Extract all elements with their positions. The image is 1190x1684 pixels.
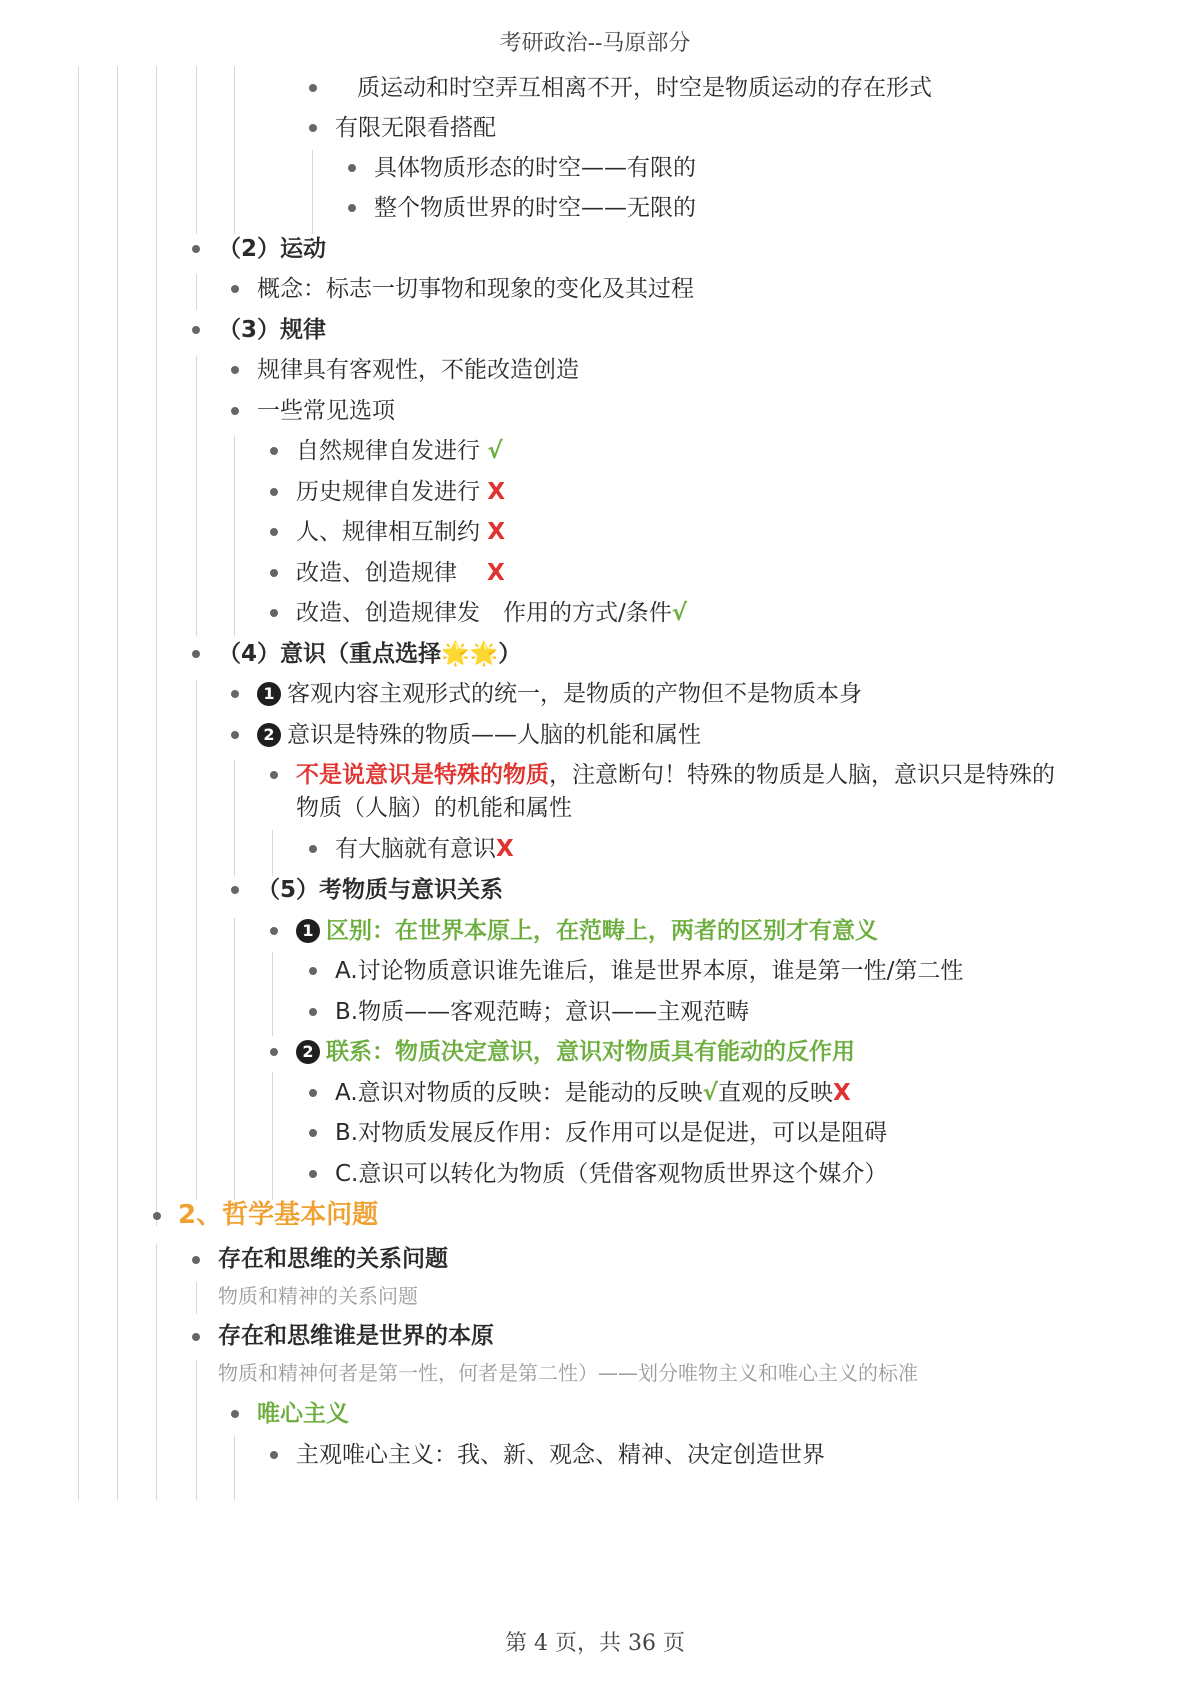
- guide-line: [156, 66, 157, 1226]
- bullet: [309, 1129, 317, 1137]
- star-icon: 🌟🌟: [441, 641, 499, 667]
- check-mark: √: [671, 600, 688, 626]
- page-footer: 第 4 页，共 36 页: [505, 1631, 685, 1656]
- list-item: 改造、创造规律发 作用的方式/条件√: [296, 600, 688, 626]
- list-item: 一些常见选项: [257, 398, 395, 424]
- bullet: [348, 204, 356, 212]
- list-item: 有大脑就有意识X: [335, 836, 514, 862]
- guide-line: [156, 1244, 157, 1500]
- section-heading: 唯心主义: [257, 1401, 349, 1427]
- list-item: 2 联系：物质决定意识，意识对物质具有能动的反作用: [296, 1036, 855, 1068]
- bullet: [231, 285, 239, 293]
- bullet: [270, 609, 278, 617]
- guide-line: [196, 680, 197, 1200]
- bullet: [192, 1256, 200, 1264]
- guide-line: [272, 830, 273, 876]
- guide-line: [196, 66, 197, 234]
- guide-line: [196, 356, 197, 636]
- list-item: 2 意识是特殊的物质——人脑的机能和属性: [257, 719, 701, 751]
- cross-mark: X: [487, 560, 505, 586]
- list-item: B.物质——客观范畴；意识——主观范畴: [335, 999, 750, 1025]
- bullet: [153, 1212, 161, 1220]
- bullet: [270, 771, 278, 779]
- list-item: 不是说意识是特殊的物质，注意断句！特殊的物质是人脑，意识只是特殊的: [296, 762, 1055, 788]
- guide-line: [234, 760, 235, 876]
- guide-line: [234, 918, 235, 1200]
- cross-mark: X: [487, 479, 506, 505]
- guide-line: [196, 1360, 197, 1500]
- number-badge: 2: [296, 1040, 320, 1064]
- section-heading: （2）运动: [218, 236, 327, 262]
- list-item: B.对物质发展反作用：反作用可以是促进，可以是阻碍: [335, 1120, 888, 1146]
- section-heading: （5）考物质与意识关系: [257, 877, 504, 903]
- guide-line: [272, 952, 273, 1036]
- bullet: [270, 528, 278, 536]
- list-item: A.讨论物质意识谁先谁后，谁是世界本原，谁是第一性/第二性: [335, 958, 964, 984]
- list-item: 概念：标志一切事物和现象的变化及其过程: [257, 276, 694, 302]
- guide-line: [117, 66, 118, 1500]
- bullet: [192, 326, 200, 334]
- bullet: [231, 366, 239, 374]
- guide-line: [272, 1072, 273, 1200]
- list-item: 自然规律自发进行 √: [296, 438, 503, 464]
- list-item: A.意识对物质的反映：是能动的反映√直观的反映X: [335, 1080, 851, 1106]
- section-heading: 存在和思维的关系问题: [218, 1246, 448, 1272]
- list-item: C.意识可以转化为物质（凭借客观物质世界这个媒介）: [335, 1161, 888, 1187]
- bullet: [231, 690, 239, 698]
- bullet: [270, 447, 278, 455]
- guide-line: [234, 1436, 235, 1500]
- bullet: [231, 731, 239, 739]
- list-item: 1 客观内容主观形式的统一，是物质的产物但不是物质本身: [257, 678, 862, 710]
- list-item: 质运动和时空弄互相离不开，时空是物质运动的存在形式: [357, 75, 932, 101]
- list-item: 人、规律相互制约 X: [296, 519, 506, 545]
- bullet: [309, 1170, 317, 1178]
- bullet: [192, 245, 200, 253]
- guide-line: [234, 66, 235, 234]
- list-item: 改造、创造规律 X: [296, 560, 505, 586]
- list-item: 1 区别：在世界本原上，在范畴上，两者的区别才有意义: [296, 915, 878, 947]
- section-heading: （4）意识（重点选择🌟🌟）: [218, 641, 522, 667]
- bullet: [192, 650, 200, 658]
- guide-line: [312, 150, 313, 234]
- bullet: [231, 1410, 239, 1418]
- page-header: 考研政治--马原部分: [499, 31, 691, 56]
- section-heading: 存在和思维谁是世界的本原: [218, 1323, 494, 1349]
- number-badge: 1: [257, 682, 281, 706]
- bullet: [309, 967, 317, 975]
- bullet: [270, 927, 278, 935]
- cross-mark: X: [832, 1080, 851, 1106]
- check-mark: √: [702, 1080, 718, 1106]
- list-item: 主观唯心主义：我、新、观念、精神、决定创造世界: [296, 1442, 825, 1468]
- bullet: [309, 1008, 317, 1016]
- bullet: [309, 845, 317, 853]
- list-item: 有限无限看搭配: [335, 115, 496, 141]
- note-text: 物质和精神何者是第一性，何者是第二性）——划分唯物主义和唯心主义的标准: [218, 1361, 918, 1385]
- bullet: [348, 164, 356, 172]
- bullet: [309, 1089, 317, 1097]
- section-heading: 2、哲学基本问题: [178, 1200, 379, 1230]
- number-badge: 1: [296, 919, 320, 943]
- bullet: [231, 407, 239, 415]
- guide-line: [196, 274, 197, 310]
- section-heading: （3）规律: [218, 317, 327, 343]
- guide-line: [78, 66, 79, 1500]
- list-item: 具体物质形态的时空——有限的: [374, 155, 696, 181]
- bullet: [270, 569, 278, 577]
- check-mark: √: [487, 438, 503, 464]
- list-item: 规律具有客观性，不能改造创造: [257, 357, 579, 383]
- list-item: 历史规律自发进行 X: [296, 479, 506, 505]
- number-badge: 2: [257, 723, 281, 747]
- guide-line: [196, 1282, 197, 1314]
- bullet: [309, 124, 317, 132]
- bullet: [270, 1451, 278, 1459]
- bullet: [309, 84, 317, 92]
- bullet: [270, 1048, 278, 1056]
- bullet: [192, 1333, 200, 1341]
- cross-mark: X: [496, 836, 514, 862]
- note-text: 物质和精神的关系问题: [218, 1284, 418, 1308]
- list-item: 整个物质世界的时空——无限的: [374, 195, 696, 221]
- list-item-continued: 物质（人脑）的机能和属性: [296, 795, 572, 821]
- bullet: [270, 488, 278, 496]
- bullet: [231, 886, 239, 894]
- cross-mark: X: [487, 519, 506, 545]
- guide-line: [234, 436, 235, 636]
